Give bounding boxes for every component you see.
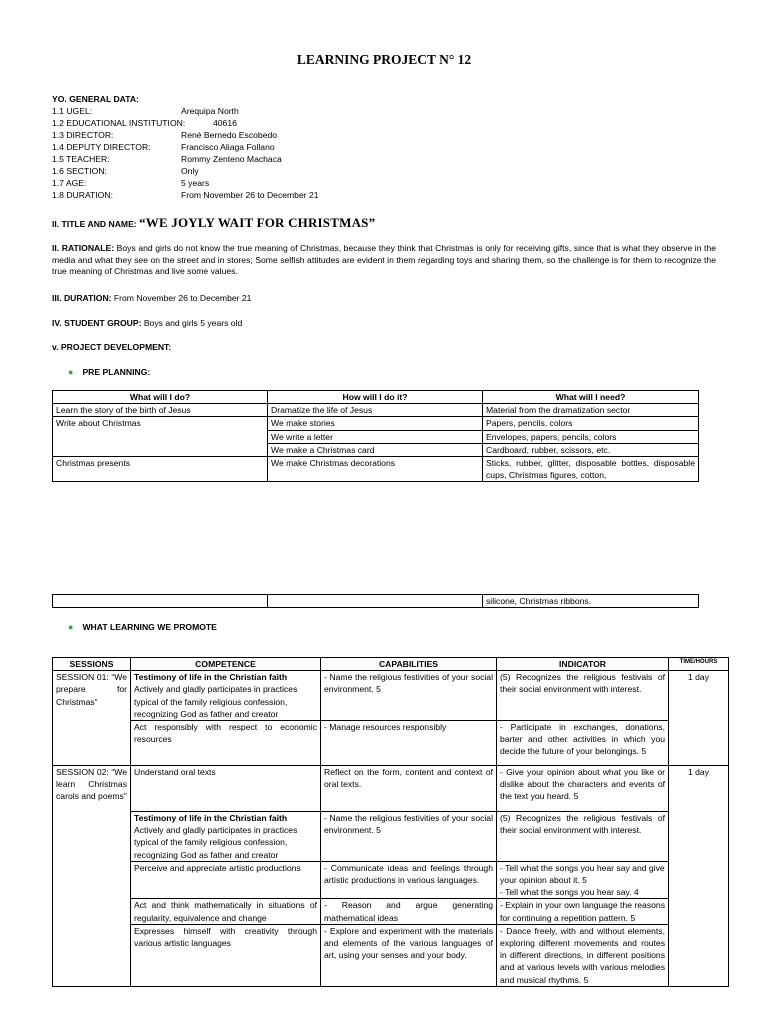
table-cell: We write a letter [268,430,483,443]
capability-cell: - Name the religious festivities of your social environment. 5 [321,812,497,862]
table-cell: We make Christmas decorations [268,457,483,482]
table-cell: Envelopes, papers, pencils, colors [483,430,699,443]
table-cell [53,430,268,443]
capability-cell: - Explore and experiment with the materials and elements of the various languages of art, using your senses and your body. [321,924,497,986]
capability-cell: - Manage resources responsibly [321,721,497,766]
section-duration [52,293,716,305]
table-cell: Learn the story of the birth of Jesus [53,404,268,417]
session-cell: SESSION 01: “We prepare for Christmas” [53,671,131,721]
capability-cell: - Name the religious festivities of your social environment. 5 [321,671,497,721]
table-row [53,721,729,766]
table-header-row [53,658,729,671]
table-row [53,899,729,924]
field-value: Only [181,166,199,176]
learning-table [52,657,729,987]
field-label: 1.8 DURATION: [52,190,113,200]
bullet-icon: ● [68,367,74,377]
section-label: III. DURATION: [52,293,112,303]
general-row-duration [52,190,552,202]
field-label: 1.1 UGEL: [52,106,93,116]
duration-text: From November 26 to December 21 [113,293,252,303]
time-cell: 1 day [669,766,729,812]
general-row-deputy [52,142,552,154]
time-cell [669,812,729,862]
time-cell [669,924,729,986]
bullet-text: PRE PLANNING: [82,367,151,377]
table-cell [268,595,483,608]
time-cell: 1 day [669,671,729,721]
pre-planning-table-continued [52,594,699,608]
column-header: CAPABILITIES [321,658,497,671]
document-title: LEARNING PROJECT N° 12 [296,52,472,67]
bullet-learning-promote [68,621,217,634]
indicator-cell: (5) Recognizes the religious festivals of their social environment with interest. [497,671,669,721]
competence-cell: Act and think mathematically in situations of regularity, equivalence and change [131,899,321,924]
column-header: What will I need? [483,391,699,404]
field-value: 5 years [181,178,210,188]
indicator-cell: - Give your opinion about what you like or dislike about the characters and events of the text you heard. 5 [497,766,669,812]
bullet-icon: ● [68,622,74,632]
indicator-line: - Tell what the songs you hear say. 4 [500,887,639,898]
table-row [53,404,699,417]
session-cell [53,899,131,924]
section-label: II. RATIONALE: [52,243,115,253]
table-row [53,924,729,986]
competence-cell: Understand oral texts [131,766,321,812]
section-label: II. TITLE AND NAME: [52,219,137,229]
table-row [53,766,729,812]
table-row [53,430,699,443]
rationale-text: Boys and girls do not know the true meaning of Christmas, because they think that Christmas is only for receiving gifts, since that is what they observe in the media and what they see on the street and in stores; Some selfish attitudes are evident in them regarding toys and sharing them, so the challenge is for them to recognize the true meaning of Christmas and live some values. [52,243,717,277]
column-header: COMPETENCE [131,658,321,671]
bullet-text: WHAT LEARNING WE PROMOTE [82,622,217,632]
table-cell: Cardboard, rubber, scissors, etc. [483,443,699,456]
indicator-cell: - Dance freely, with and without elements, exploring different movements and routes in different directions, in different positions and at various levels with various melodies and musical rhythms. 5 [497,924,669,986]
table-row [53,812,729,862]
general-row-teacher [52,154,552,166]
field-value: René Bernedo Escobedo [181,130,278,140]
capability-cell: - Reason and argue generating mathematical ideas [321,899,497,924]
section-project-development: v. PROJECT DEVELOPMENT: [52,342,172,352]
competence-text: Actively and gladly participates in practices typical of the family religious confession, recognizing God as father and creator [134,825,298,860]
section-student-group [52,318,716,330]
indicator-cell: (5) Recognizes the religious festivals of their social environment with interest. [497,812,669,862]
table-header-row [53,391,699,404]
pre-planning-table [52,390,699,482]
field-label: 1.2 EDUCATIONAL INSTITUTION: [52,118,186,128]
field-label: 1.6 SECTION: [52,166,107,176]
general-row-section [52,166,552,178]
field-label: 1.5 TEACHER: [52,154,110,164]
table-cell [53,443,268,456]
capability-cell: - Communicate ideas and feelings through artistic productions in various languages. [321,861,497,899]
competence-cell [131,812,321,862]
field-value: Francisco Aliaga Follano [181,142,275,152]
general-data-heading: YO. GENERAL DATA: [52,94,139,104]
student-group-text: Boys and girls 5 years old [143,318,243,328]
session-cell [53,924,131,986]
field-label: 1.3 DIRECTOR: [52,130,114,140]
column-header: What will I do? [53,391,268,404]
competence-title: Testimony of life in the Christian faith [134,672,288,683]
indicator-cell: - Explain in your own language the reasons for continuing a repetition pattern. 5 [497,899,669,924]
table-row [53,595,699,608]
field-value: Arequipa North [181,106,239,116]
indicator-cell: - Participate in exchanges, donations, barter and other activities in which you decide the future of your belongings. 5 [497,721,669,766]
competence-cell [131,671,321,721]
competence-cell: Perceive and appreciate artistic productions [131,861,321,899]
field-value: Rommy Zenteno Machaca [181,154,282,164]
field-label: 1.7 AGE: [52,178,87,188]
table-cell: We make a Christmas card [268,443,483,456]
table-row [53,417,699,430]
table-cell: Sticks, rubber, glitter, disposable bottles, disposable cups, Christmas figures, cotton, [483,457,699,482]
column-header: TIME/HOURS [669,658,729,671]
indicator-line: - Tell what the songs you hear say and give your opinion about it. 5 [500,862,665,886]
table-row [53,457,699,482]
general-row-ugel [52,106,552,118]
field-value: 40616 [213,118,237,128]
section-title-name [52,214,716,232]
indicator-cell [497,861,669,899]
field-value: From November 26 to December 21 [181,190,319,200]
table-cell: Christmas presents [53,457,268,482]
project-name: “WE JOYLY WAIT FOR CHRISTMAS” [139,215,376,230]
field-label: 1.4 DEPUTY DIRECTOR: [52,142,151,152]
column-header: INDICATOR [497,658,669,671]
time-cell [669,721,729,766]
table-cell: silicone, Christmas ribbons. [483,595,699,608]
table-cell [53,595,268,608]
table-row [53,861,729,899]
session-cell: SESSION 02: “We learn Christmas carols and poems” [53,766,131,812]
table-row [53,443,699,456]
competence-cell: Expresses himself with creativity through various artistic languages [131,924,321,986]
session-cell [53,721,131,766]
time-cell [669,861,729,899]
column-header: SESSIONS [53,658,131,671]
column-header: How will I do it? [268,391,483,404]
session-cell [53,812,131,862]
bullet-pre-planning [68,366,150,379]
session-cell [53,861,131,899]
table-cell: Write about Christmas [53,417,268,430]
competence-title: Testimony of life in the Christian faith [134,813,288,824]
table-row [53,671,729,721]
table-cell: Dramatize the life of Jesus [268,404,483,417]
section-rationale [52,243,716,278]
general-row-age [52,178,552,190]
table-cell: Material from the dramatization sector [483,404,699,417]
general-row-director [52,130,552,142]
general-row-institution [52,118,552,130]
table-cell: Papers, pencils, colors [483,417,699,430]
table-cell: We make stories [268,417,483,430]
competence-text: Actively and gladly participates in practices typical of the family religious confession, recognizing God as father and creator [134,684,298,719]
section-label: IV. STUDENT GROUP: [52,318,142,328]
competence-cell: Act responsibly with respect to economic resources [131,721,321,766]
capability-cell: Reflect on the form, content and context of oral texts. [321,766,497,812]
time-cell [669,899,729,924]
